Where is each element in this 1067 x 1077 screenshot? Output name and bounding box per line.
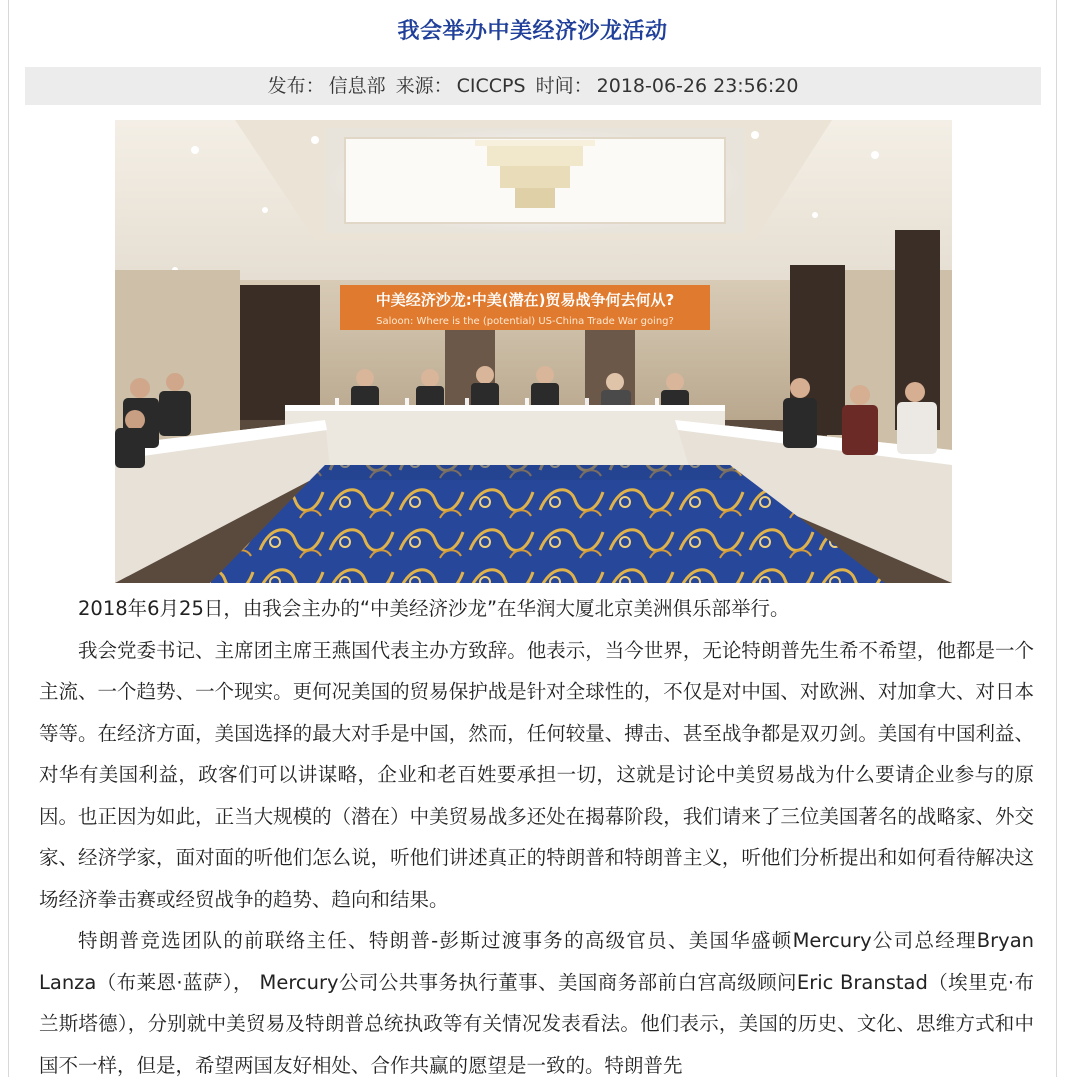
banner-english-text: Saloon: Where is the (potential) US-China Trade War going? xyxy=(376,316,674,327)
time-value: 2018-06-26 23:56:20 xyxy=(596,75,799,97)
article-body xyxy=(39,588,1034,1077)
paragraph: 我会党委书记、主席团主席王燕国代表主办方致辞。他表示，当今世界，无论特朗普先生希不希望，他都是一个主流、一个趋势、一个现实。更何况美国的贸易保护战是针对全球性的，不仅是对中国、对欧洲、对加拿大、对日本等等。在经济方面，美国选择的最大对手是中国，然而，任何较量、搏击、甚至战争都是双刃剑。美国有中国利益、对华有美国利益，政客们可以讲谋略，企业和老百姓要承担一切，这就是讨论中美贸易战为什么要请企业参与的原因。也正因为如此，正当大规模的（潜在）中美贸易战多还处在揭幕阶段，我们请来了三位美国著名的战略家、外交家、经济学家，面对面的听他们怎么说，听他们讲述真正的特朗普和特朗普主义，听他们分析提出和如何看待解决这场经济拳击赛或经贸战争的趋势、趋向和结果。 xyxy=(39,638,1034,911)
publisher-label: 发布： xyxy=(267,75,325,97)
source-label: 来源： xyxy=(395,75,453,97)
article-page xyxy=(8,0,1057,1077)
banner-chinese-text: 中美经济沙龙:中美(潜在)贸易战争何去何从? xyxy=(375,291,675,309)
source-value: CICCPS xyxy=(456,75,526,97)
time-label: 时间： xyxy=(535,75,593,97)
event-photo xyxy=(115,120,952,583)
event-photo-illustration xyxy=(115,120,952,583)
paragraph: 2018年6月25日，由我会主办的“中美经济沙龙”在华润大厦北京美洲俱乐部举行。 xyxy=(78,597,790,620)
paragraph: 特朗普竞选团队的前联络主任、特朗普-彭斯过渡事务的高级官员、美国华盛顿Mercury公司总经理Bryan Lanza（布莱恩·蓝萨）， Mercury公司公共事务执行董事、美国商务部前白宫高级顾问Eric Branstad（埃里克·布兰斯塔德），分别就中美贸易及特朗普总统执政等有关情况发表看法。他们表示，美国的历史、文化、思维方式和中国不一样，但是，希望两国友好相处、合作共赢的愿望是一致的。特朗普先 xyxy=(39,929,1034,1077)
article-meta-bar xyxy=(25,67,1041,105)
publisher-value: 信息部 xyxy=(328,75,386,97)
article-title: 我会举办中美经济沙龙活动 xyxy=(397,19,668,44)
